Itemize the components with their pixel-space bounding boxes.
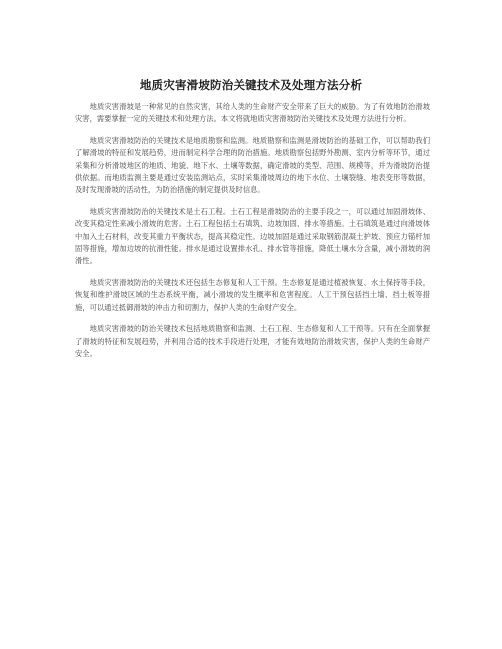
paragraph-survey-monitoring: 地质灾害滑坡防治的关键技术是地质勘察和监测。地质勘察和监测是滑坡防治的基础工作，可以帮助我们了解滑坡的特征和发展趋势，进而制定科学合理的防治措施。地质勘察包括野外勘测、室内分析等环节，通过采集和分析滑坡地区的地质、地貌、地下水、土壤等数据，确定滑坡的类型、范围、规模等，并为滑坡防治提供依据。而地质监测主要是通过安装监测站点，实时采集滑坡周边的地下水位、土壤裂缝、地表变形等数据，及时发现滑坡的活动性，为防治措施的制定提供及时信息。 <box>75 135 430 195</box>
document-body <box>75 101 430 369</box>
paragraph-earthwork: 地质灾害滑坡防治的关键技术是土石工程。土石工程是滑坡防治的主要手段之一，可以通过加固滑坡体、改变其稳定性来减小滑坡的危害。土石工程包括土石填筑、边坡加固、排水等措施。土石填筑是通过向滑坡体中加入土石材料，改变其重力平衡状态，提高其稳定性。边坡加固是通过采取钢筋混凝土护坡、预应力锚杆加固等措施，增加边坡的抗滑性能。排水是通过设置排水孔、排水管等措施，降低土壤水分含量，减小滑坡的润滑性。 <box>75 206 430 266</box>
paragraph-ecological-restoration: 地质灾害滑坡防治的关键技术还包括生态修复和人工干预。生态修复是通过植被恢复、水土保持等手段，恢复和维护滑坡区域的生态系统平衡，减小滑坡的发生概率和危害程度。人工干预包括挡土墙、挡土板等措施，可以通过抵御滑坡的冲击力和切割力，保护人类的生命财产安全。 <box>75 277 430 312</box>
paragraph-intro: 地质灾害滑坡是一种常见的自然灾害，其给人类的生命财产安全带来了巨大的威胁。为了有效地防治滑坡灾害，需要掌握一定的关键技术和处理方法。本文将就地质灾害滑坡防治关键技术及处理方法进行分析。 <box>75 102 430 124</box>
document-title: 地质灾害滑坡防治关键技术及处理方法分析 <box>139 78 363 92</box>
paragraph-conclusion: 地质灾害滑坡的防治关键技术包括地质勘察和监测、土石工程、生态修复和人工干预等。只有在全面掌握了滑坡的特征和发展趋势，并利用合适的技术手段进行处理，才能有效地防治滑坡灾害，保护人类的生命财产安全。 <box>75 324 430 358</box>
